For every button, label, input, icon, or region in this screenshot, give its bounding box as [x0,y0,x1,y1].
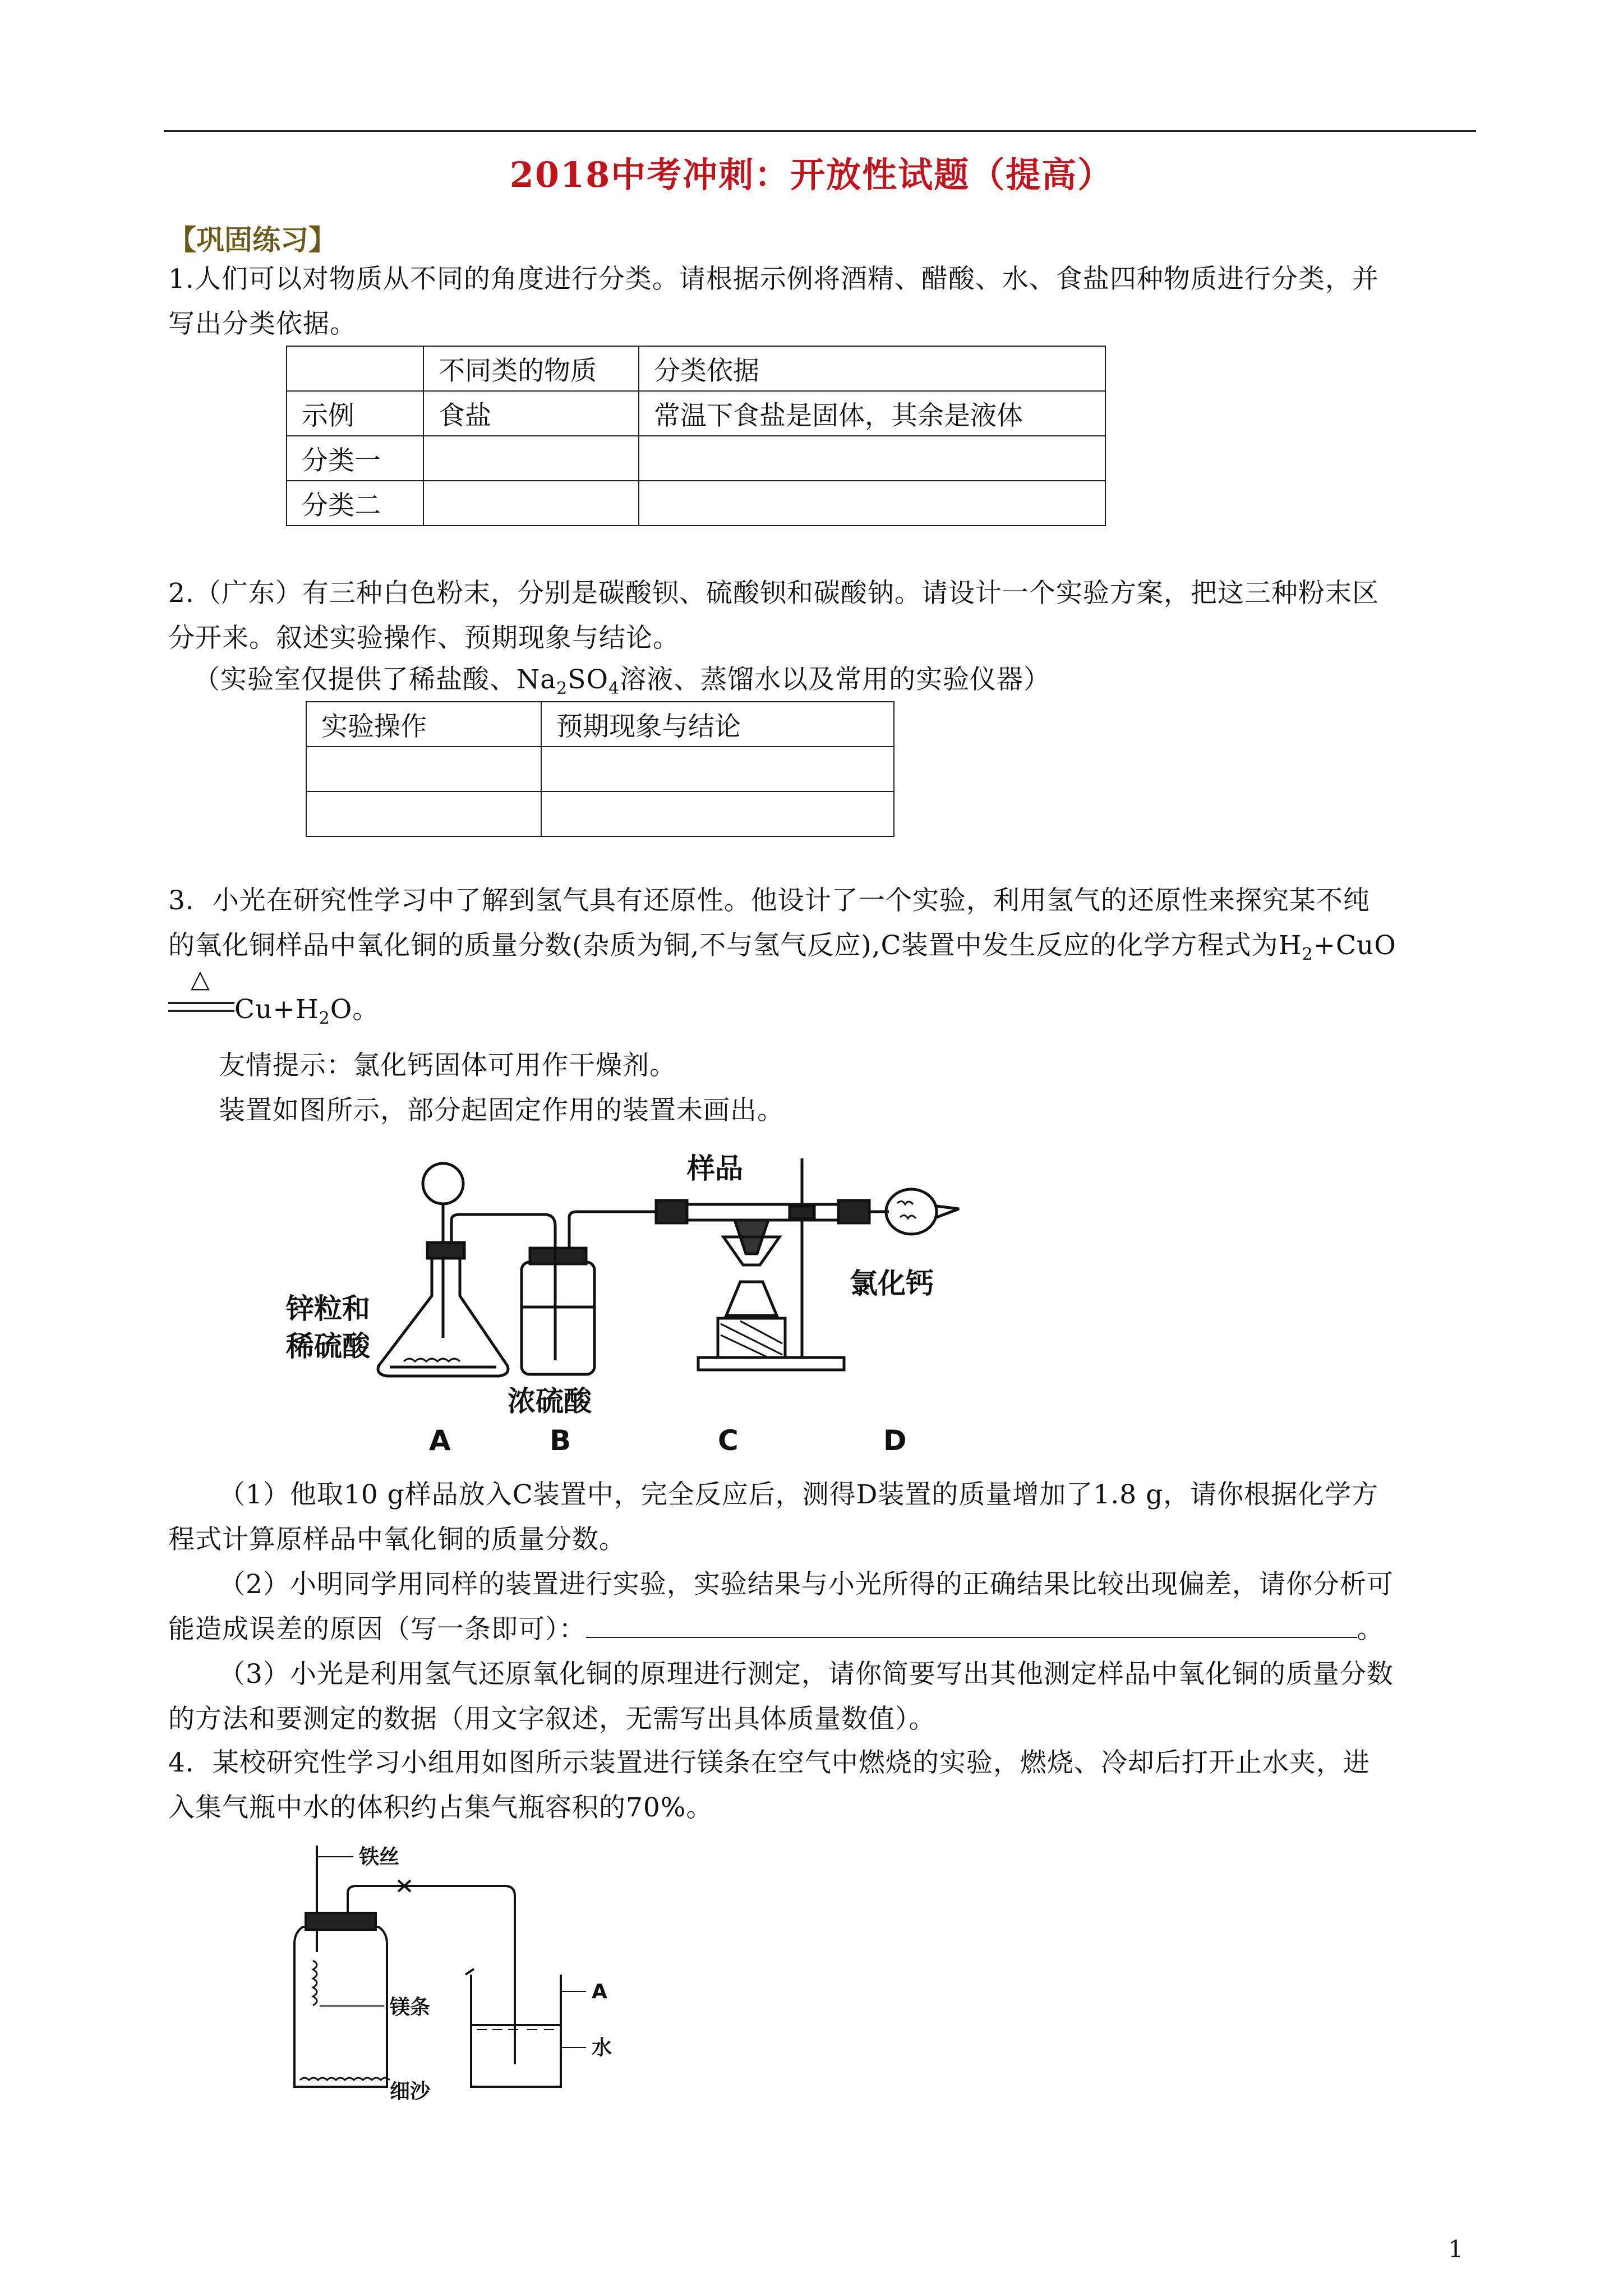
q3-s2-line2 [168,1607,1475,1652]
subscript: 2 [556,679,568,698]
q3-line3 [234,987,1541,1041]
q3-line2-text: +CuO [1313,930,1396,961]
table-cell[interactable] [541,747,894,792]
label-water: 水 [592,2036,612,2059]
equals-bar [168,1010,234,1012]
table-cell: 分类依据 [639,346,1105,391]
equals-bar [168,1002,234,1004]
table-row [306,702,894,747]
label-B: B [550,1424,571,1456]
q1-line1: 1.人们可以对物质从不同的角度进行分类。请根据示例将酒精、醋酸、水、食盐四种物质进行分类，并 [168,264,1379,295]
table-cell [287,346,423,391]
top-rule [164,130,1476,132]
label-mg-ribbon: 镁条 [390,1996,431,2019]
magnesium-figure [280,1840,651,2104]
q3-s1-line1: （1）他取10 g样品放入C装置中，完全反应后，测得D装置的质量增加了1.8 g，请你根据化学方 [219,1479,1379,1510]
q3-s3-line2: 的方法和要测定的数据（用文字叙述，无需写出具体质量数值）。 [168,1704,936,1734]
q2-line2: 分开来。叙述实验操作、预期现象与结论。 [168,623,680,654]
table-cell: 常温下食盐是固体，其余是液体 [639,391,1105,436]
q2-line3-text: 溶液、蒸馏水以及常用的实验仪器） [620,664,1051,695]
page-title: 2018中考冲刺：开放性试题（提高） [509,154,1114,195]
label-C: C [718,1424,739,1456]
q2-line3-text: SO [568,664,608,695]
q3-setup: 装置如图所示，部分起固定作用的装置未画出。 [219,1095,784,1126]
label-A: A [592,1980,607,2003]
table-row [287,436,1105,481]
table-cell: 分类一 [287,436,423,481]
page-number: 1 [1448,2235,1463,2263]
label-A: A [429,1424,451,1456]
label-conc-acid: 浓硫酸 [508,1385,592,1418]
q3-s2-text: 能造成误差的原因（写一条即可）： [168,1614,586,1645]
q3-s2-end: 。 [1357,1614,1384,1645]
table-row [306,792,894,836]
table-cell[interactable] [423,436,639,481]
q3-line3-text: Cu+H [234,994,319,1025]
table-row [287,391,1105,436]
subscript: 2 [1302,945,1313,964]
q3-line2 [168,923,1475,977]
q2-line3-text: （实验室仅提供了稀盐酸、Na [193,664,557,695]
answer-blank[interactable] [586,1612,1357,1638]
q4-line1: 4．某校研究性学习小组用如图所示装置进行镁条在空气中燃烧的实验，燃烧、冷却后打开止水夹，进 [168,1747,1370,1778]
funnel-bulb [423,1163,463,1204]
table-cell[interactable] [639,436,1105,481]
label-sample: 样品 [687,1153,743,1185]
subscript: 2 [319,1009,330,1028]
table-row [306,747,894,792]
q1-line2: 写出分类依据。 [168,309,357,339]
q2-table [306,701,895,837]
table-row [287,346,1105,391]
heating-condition: △ [191,965,210,993]
apparatus-figure [275,1153,981,1456]
q3-s1-line2: 程式计算原样品中氧化铜的质量分数。 [168,1524,626,1555]
label-sand: 细沙 [390,2080,431,2103]
table-cell: 食盐 [423,391,639,436]
table-cell: 分类二 [287,481,423,526]
label-iron-wire: 铁丝 [359,1846,400,1869]
section-heading: 【巩固练习】 [168,223,336,256]
label-cacl2: 氯化钙 [850,1267,934,1300]
table-cell[interactable] [639,481,1105,526]
table-cell[interactable] [306,792,541,836]
table-cell: 不同类的物质 [423,346,639,391]
label-zinc: 锌粒和 [286,1292,370,1325]
table-cell: 实验操作 [306,702,541,747]
subscript: 4 [608,679,620,698]
table-cell[interactable] [306,747,541,792]
table-cell: 示例 [287,391,423,436]
q3-tip: 友情提示：氯化钙固体可用作干燥剂。 [219,1050,676,1081]
table-cell[interactable] [541,792,894,836]
label-D: D [883,1424,907,1456]
q2-line1: 2.（广东）有三种白色粉末，分别是碳酸钡、硫酸钡和碳酸钠。请设计一个实验方案，把这三种粉末区 [168,578,1379,609]
table-cell[interactable] [423,481,639,526]
q3-s3-line1: （3）小光是利用氢气还原氧化铜的原理进行测定，请你简要写出其他测定样品中氧化铜的质量分数 [219,1659,1394,1690]
q3-s2-line1: （2）小明同学用同样的装置进行实验，实验结果与小光所得的正确结果比较出现偏差，请你分析可 [219,1569,1394,1600]
table-row [287,481,1105,526]
q3-line1: 3．小光在研究性学习中了解到氢气具有还原性。他设计了一个实验，利用氢气的还原性来探究某不纯 [168,885,1370,916]
table-cell: 预期现象与结论 [541,702,894,747]
q3-line2-text: 的氧化铜样品中氧化铜的质量分数(杂质为铜,不与氢气反应),C装置中发生反应的化学方程式为H [168,930,1302,961]
label-acid: 稀硫酸 [286,1330,370,1363]
q3-line3-text: O。 [330,994,380,1025]
q1-table [286,346,1106,526]
q4-line2: 入集气瓶中水的体积约占集气瓶容积的70%。 [168,1792,713,1823]
